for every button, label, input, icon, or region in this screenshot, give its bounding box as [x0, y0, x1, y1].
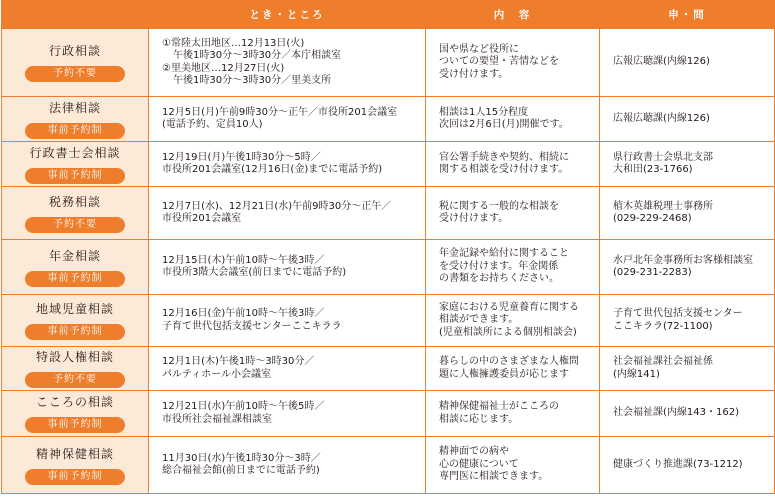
content-line: (児童相談所による個別相談会) — [439, 326, 577, 338]
content-line: 暮らしの中のさまざまな人権問 — [439, 356, 579, 367]
time-cell — [149, 97, 426, 142]
time-line: パルティホール小会議室 — [162, 368, 271, 380]
content-cell — [426, 391, 600, 437]
content-line: 税に関する一般的な相談を — [439, 200, 559, 212]
time-line: 市役所3階大会議室(前日までに電話予約) — [162, 267, 347, 278]
reservation-badge: 事前予約制 — [25, 469, 125, 485]
content-line: 官公署手続きや契約、相続に — [439, 151, 569, 163]
consultation-name-cell — [2, 295, 149, 347]
content-line: 関する相談を受け付けます。 — [439, 164, 569, 175]
contact-cell — [600, 29, 775, 97]
time-cell — [149, 29, 426, 97]
contact-line: (内線141) — [613, 368, 660, 380]
contact-line: 社会福祉課(内線143・162) — [613, 407, 739, 419]
content-line: 専門医に相談できます。 — [439, 471, 549, 483]
content-line: 年金記録や給付に関すること — [439, 248, 569, 260]
time-line: 市役所社会福祉課相談室 — [162, 413, 272, 425]
content-cell — [426, 97, 600, 142]
contact-cell — [600, 391, 775, 437]
content-cell — [426, 240, 600, 295]
time-line: 12月21日(水)午前10時～午後5時／ — [162, 401, 325, 412]
table-row — [2, 240, 775, 295]
contact-line: 植木英雄税理士事務所 — [613, 200, 713, 212]
table-row — [2, 437, 775, 494]
content-cell — [426, 29, 600, 97]
content-line: 相談に応じます。 — [439, 413, 519, 425]
consultation-name-cell — [2, 142, 149, 187]
consultation-name-cell — [2, 437, 149, 494]
time-line: 11月30日(水)午後1時30分～3時／ — [162, 452, 321, 464]
reservation-badge: 予約不要 — [25, 66, 125, 82]
time-cell — [149, 391, 426, 437]
contact-line: (029-229-2468) — [613, 213, 692, 224]
time-line: (電話予約、定員10人) — [162, 119, 263, 130]
reservation-badge: 事前予約制 — [25, 168, 125, 184]
contact-line: 健康づくり推進課(73-1212) — [613, 458, 743, 470]
reservation-badge: 事前予約制 — [25, 271, 125, 287]
consultation-name: 特設人権相談 — [35, 350, 114, 364]
time-cell — [149, 295, 426, 347]
consultation-name-cell — [2, 391, 149, 437]
time-line: ②里美地区…12月27日(火) — [162, 62, 285, 74]
contact-line: (029-231-2283) — [613, 267, 692, 278]
time-line: 子育て世代包括支援センターここキララ — [162, 320, 342, 332]
time-line: 12月1日(木)午後1時～3時30分／ — [162, 356, 315, 367]
table-row — [2, 97, 775, 142]
content-line: 受け付けます。 — [439, 213, 509, 224]
contact-cell — [600, 142, 775, 187]
time-line: 午後1時30分～3時30分／里美支所 — [173, 75, 332, 86]
consultation-name-cell — [2, 240, 149, 295]
table-row — [2, 142, 775, 187]
contact-cell — [600, 97, 775, 142]
content-line: ついての要望・苦情などを — [439, 56, 559, 68]
time-cell — [149, 187, 426, 240]
content-line: 家庭における児童養育に関する — [439, 301, 579, 313]
content-line: 相談は1人15分程度 — [439, 106, 529, 118]
table-row — [2, 391, 775, 437]
contact-line: 県行政書士会県北支部 — [613, 151, 713, 163]
reservation-badge: 予約不要 — [25, 372, 125, 388]
time-line: 市役所201会議室(12月16日(金)までに電話予約) — [162, 164, 383, 175]
contact-line: 大和田(23-1766) — [613, 164, 693, 175]
reservation-badge: 事前予約制 — [25, 417, 125, 433]
time-line: ①常陸太田地区…12月13日(火) — [162, 37, 305, 49]
content-line: を受け付けます。年金関係 — [439, 260, 559, 272]
table-header-row — [2, 1, 775, 29]
contact-line: 広報広聴課(内線126) — [613, 56, 710, 68]
contact-line: 広報広聴課(内線126) — [613, 112, 710, 124]
consultation-name: 行政書士会相談 — [29, 145, 121, 160]
header-contact: 申・問 — [600, 1, 775, 29]
time-line: 12月7日(水)、12月21日(水)午前9時30分～正午／ — [162, 200, 392, 212]
consultation-name: 地域児童相談 — [35, 302, 114, 316]
consultation-name: 税務相談 — [48, 194, 101, 209]
table-row — [2, 347, 775, 391]
consultation-name: こころの相談 — [35, 395, 114, 409]
reservation-badge: 予約不要 — [25, 217, 125, 233]
contact-cell — [600, 295, 775, 347]
consultation-name-cell — [2, 187, 149, 240]
contact-line: 水戸北年金事務所お客様相談室 — [613, 254, 753, 266]
content-cell — [426, 142, 600, 187]
contact-line: ここキララ(72-1100) — [613, 320, 713, 332]
consultation-name: 法律相談 — [48, 100, 101, 115]
reservation-badge: 事前予約制 — [25, 123, 125, 139]
content-cell — [426, 295, 600, 347]
contact-cell — [600, 187, 775, 240]
time-cell — [149, 347, 426, 391]
consultation-name-cell — [2, 97, 149, 142]
content-line: 次回は2月6日(月)開催です。 — [439, 119, 569, 130]
content-line: 精神保健福祉士がこころの — [439, 401, 559, 412]
time-line: 12月15日(木)午前10時～午後3時／ — [162, 254, 325, 266]
contact-line: 社会福祉課社会福祉係 — [613, 356, 713, 367]
consultation-name: 行政相談 — [48, 44, 101, 58]
consultation-name-cell — [2, 347, 149, 391]
contact-cell — [600, 240, 775, 295]
consultation-name: 精神保健相談 — [35, 446, 114, 461]
content-line: 相談ができます。 — [439, 314, 519, 326]
table-row — [2, 187, 775, 240]
time-line: 午後1時30分～3時30分／本庁相談室 — [173, 50, 342, 61]
content-line: 心の健康について — [439, 458, 519, 470]
table-row — [2, 295, 775, 347]
consultation-name: 年金相談 — [48, 248, 101, 263]
time-cell — [149, 142, 426, 187]
content-line: 国や県など役所に — [439, 43, 519, 55]
contact-line: 子育て世代包括支援センター — [613, 308, 743, 319]
consultation-name-cell — [2, 29, 149, 97]
content-line: 題に人権擁護委員が応じます — [439, 368, 569, 380]
content-line: の書類をお持ちください。 — [439, 273, 559, 285]
content-cell — [426, 187, 600, 240]
time-line: 総合福祉会館(前日までに電話予約) — [162, 465, 320, 476]
contact-cell — [600, 347, 775, 391]
table-row — [2, 29, 775, 97]
content-line: 受け付けます。 — [439, 68, 509, 80]
content-cell — [426, 437, 600, 494]
time-line: 12月19日(月)午後1時30分～5時／ — [162, 151, 321, 163]
time-cell — [149, 437, 426, 494]
reservation-badge: 事前予約制 — [25, 324, 125, 340]
time-line: 12月16日(金)午前10時～午後3時／ — [162, 308, 325, 319]
time-line: 市役所201会議室 — [162, 213, 242, 224]
content-cell — [426, 347, 600, 391]
time-cell — [149, 240, 426, 295]
contact-cell — [600, 437, 775, 494]
time-line: 12月5日(月)午前9時30分～正午／市役所201会議室 — [162, 106, 398, 118]
content-line: 精神面での病や — [439, 446, 509, 458]
header-content: 内 容 — [426, 1, 600, 29]
header-time-place: とき・ところ — [149, 1, 426, 29]
consultation-table — [1, 0, 775, 494]
header-name — [2, 1, 149, 29]
